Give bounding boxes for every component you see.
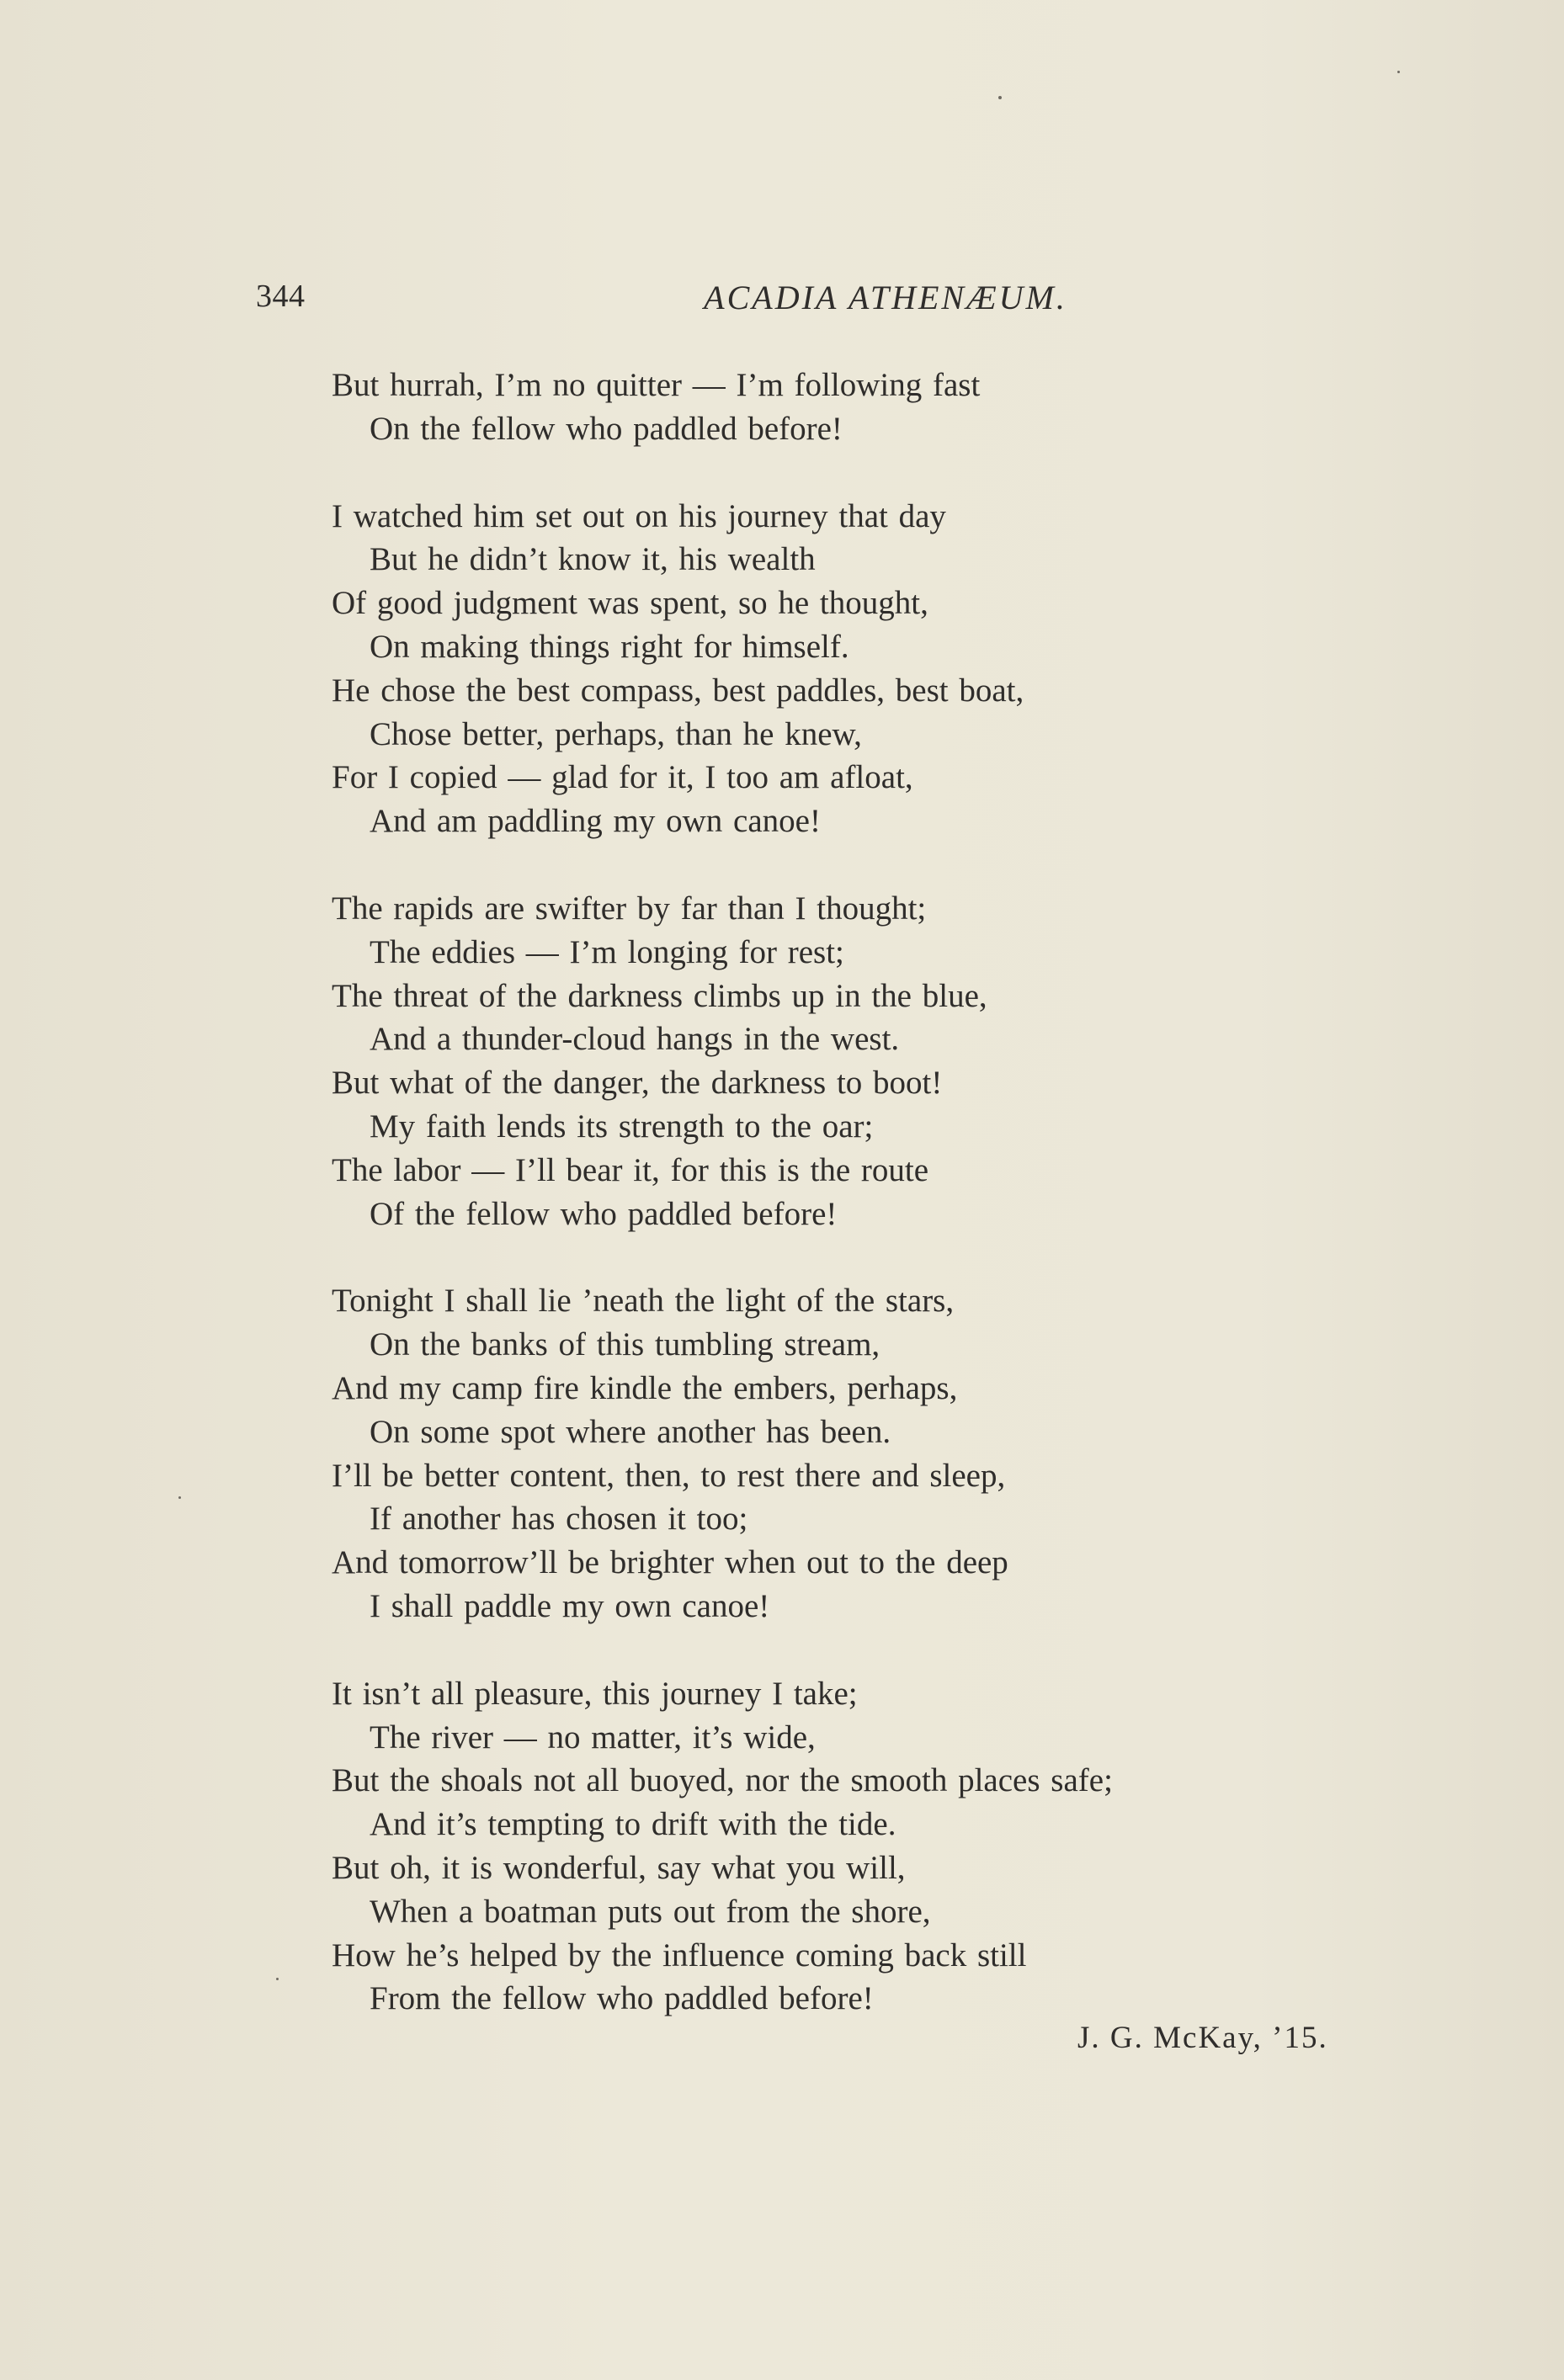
poem-line: For I copied — glad for it, I too am afloat, [332,759,913,796]
poem-line: And it’s tempting to drift with the tide. [370,1806,896,1843]
poem-line: Of good judgment was spent, so he thought, [332,585,928,622]
stanza [332,1279,1426,1628]
poem-line: I watched him set out on his journey that day [332,497,946,534]
paper-speck [276,1978,279,1980]
page-number: 344 [256,279,306,314]
poem-line: The eddies — I’m longing for rest; [370,933,844,970]
poem-line: And am paddling my own canoe! [370,803,821,840]
poem-line: The labor — I’ll bear it, for this is the route [332,1151,929,1188]
author-signature: J. G. McKay, ’15. [1077,2021,1328,2055]
poem-line: On the fellow who paddled before! [370,410,843,447]
poem-line: The threat of the darkness climbs up in the blue, [332,977,987,1014]
poem-line: But hurrah, I’m no quitter — I’m following fast [332,367,981,403]
poem-line: I shall paddle my own canoe! [370,1587,770,1624]
poem-line: From the fellow who paddled before! [370,1980,874,2017]
poem-line: And a thunder-cloud hangs in the west. [370,1021,900,1058]
poem-line: The rapids are swifter by far than I thought; [332,890,927,927]
poem-line: Of the fellow who paddled before! [370,1195,838,1232]
poem-line: Tonight I shall lie ’neath the light of the stars, [332,1283,955,1320]
poem [332,364,1426,2064]
poem-line: On the banks of this tumbling stream, [370,1326,880,1363]
poem-line: It isn’t all pleasure, this journey I take; [332,1675,858,1712]
poem-line: But the shoals not all buoyed, nor the smooth places safe; [332,1762,1113,1799]
poem-line: I’ll be better content, then, to rest there and sleep, [332,1457,1006,1494]
poem-line: But what of the danger, the darkness to boot! [332,1065,943,1102]
poem-line: But he didn’t know it, his wealth [370,541,816,578]
poem-line: But oh, it is wonderful, say what you will, [332,1849,906,1886]
paper-speck [1397,71,1400,73]
poem-line: And tomorrow’ll be brighter when out to the deep [332,1544,1008,1581]
running-title: ACADIA ATHENÆUM. [704,279,1067,316]
poem-line: If another has chosen it too; [370,1501,748,1538]
stanza [332,887,1426,1235]
stanza [332,495,1426,843]
poem-line: Chose better, perhaps, than he knew, [370,715,862,752]
poem-line: My faith lends its strength to the oar; [370,1108,874,1145]
paper-speck [998,96,1002,99]
poem-line: When a boatman puts out from the shore, [370,1893,931,1930]
paper-speck [178,1496,181,1499]
stanza [332,364,1426,451]
poem-line: The river — no matter, it’s wide, [370,1719,816,1756]
poem-line: On making things right for himself. [370,628,849,665]
poem-line: And my camp fire kindle the embers, perhaps, [332,1369,958,1406]
running-header [256,278,1418,320]
poem-line: How he’s helped by the influence coming back still [332,1936,1027,1974]
stanza [332,1672,1426,2021]
poem-line: On some spot where another has been. [370,1413,891,1450]
poem-line: He chose the best compass, best paddles, best boat, [332,672,1024,709]
